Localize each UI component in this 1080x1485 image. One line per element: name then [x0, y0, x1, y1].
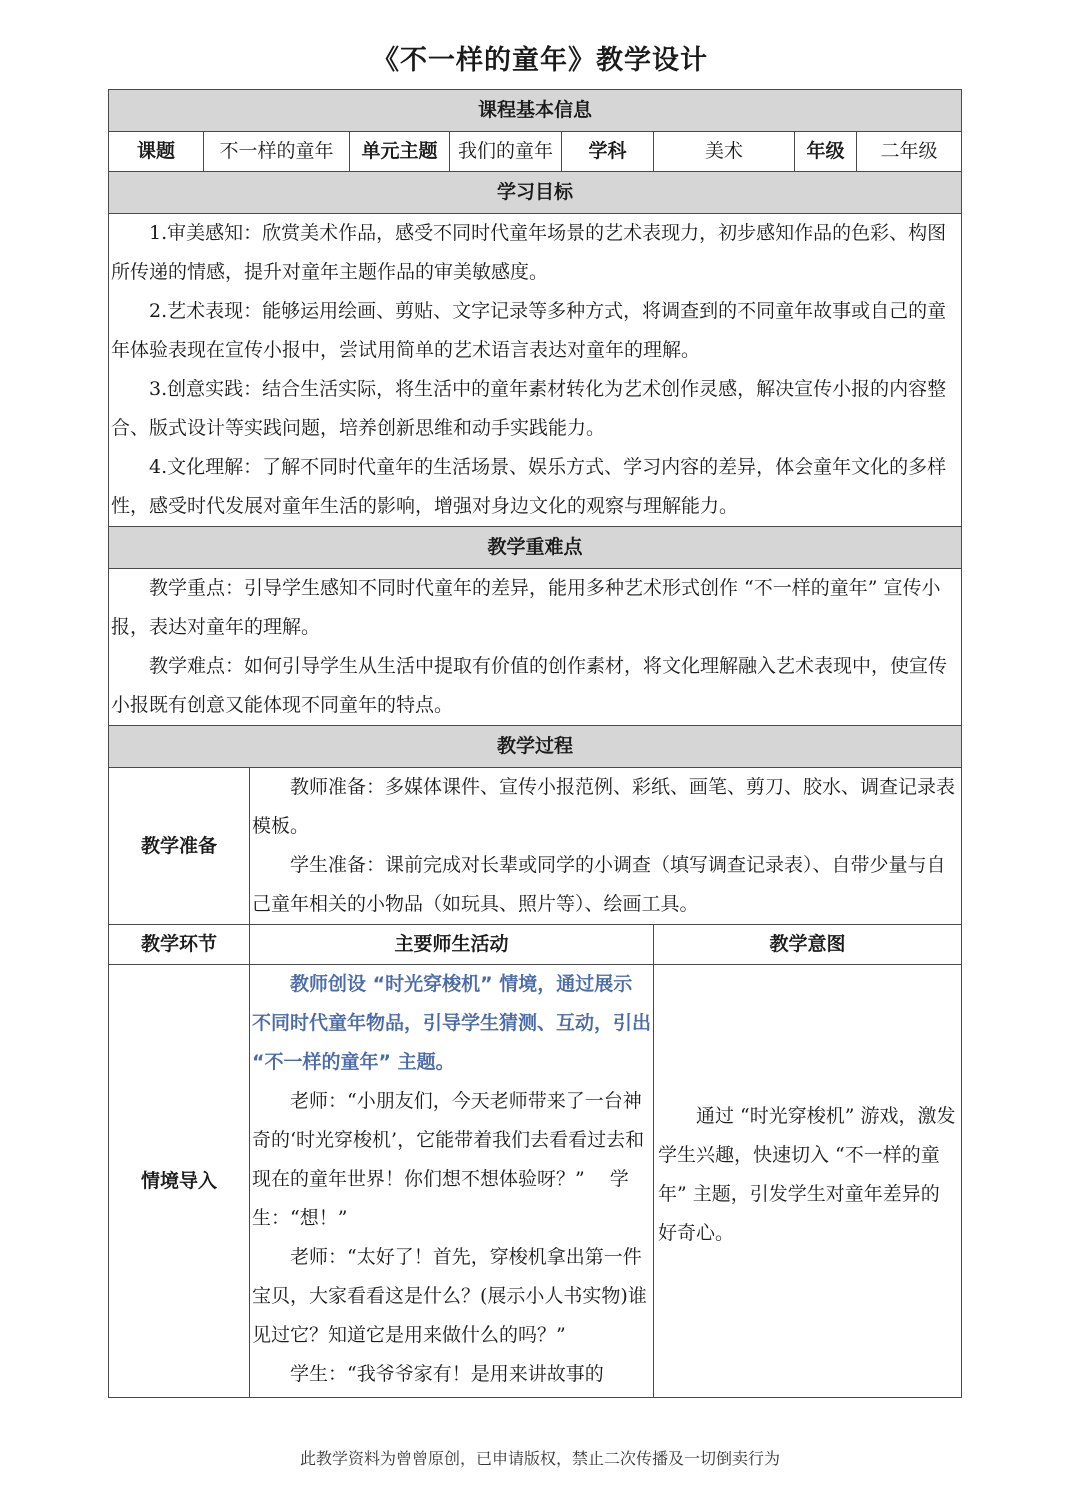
- teacher-prep: 教师准备：多媒体课件、宣传小报范例、彩纸、画笔、剪刀、胶水、调查记录表模板。: [252, 776, 956, 837]
- unit-value: 我们的童年: [450, 132, 562, 172]
- activity-column-header: 主要师生活动: [250, 925, 654, 965]
- dialogue-line: 老师：“小朋友们，今天老师带来了一台神奇的‘时光穿梭机’，它能带着我们去看看过去和现在的童年世界！你们想不想体验呀？” 学生：“想！”: [252, 1090, 645, 1229]
- activity-cell: [250, 965, 654, 1398]
- goals-header: 学习目标: [109, 172, 962, 214]
- grade-label: 年级: [795, 132, 857, 172]
- stage-column-header: 教学环节: [109, 925, 250, 965]
- key-points-header: 教学重难点: [109, 527, 962, 569]
- teaching-focus: 教学重点：引导学生感知不同时代童年的差异，能用多种艺术形式创作 “不一样的童年” 宣传小报，表达对童年的理解。: [111, 577, 941, 638]
- teaching-difficulty: 教学难点：如何引导学生从生活中提取有价值的创作素材，将文化理解融入艺术表现中，使宣传小报既有创意又能体现不同童年的特点。: [111, 655, 948, 716]
- prep-label: 教学准备: [109, 768, 250, 925]
- subject-label: 学科: [562, 132, 654, 172]
- intent-cell: [654, 965, 962, 1398]
- goal-item: 2.艺术表现：能够运用绘画、剪贴、文字记录等多种方式，将调查到的不同童年故事或自己的童年体验表现在宣传小报中，尝试用简单的艺术语言表达对童年的理解。: [111, 300, 947, 361]
- prep-content: [250, 768, 962, 925]
- intent-text: 通过 “时光穿梭机” 游戏，激发学生兴趣，快速切入 “不一样的童年” 主题，引发学生对童年差异的好奇心。: [658, 1105, 956, 1244]
- activity-content: [250, 965, 653, 1397]
- student-prep: 学生准备：课前完成对长辈或同学的小调查（填写调查记录表）、自带少量与自己童年相关的小物品（如玩具、照片等）、绘画工具。: [252, 854, 946, 915]
- goals-content: [109, 214, 962, 527]
- stage-name: 情境导入: [109, 965, 250, 1398]
- lesson-plan-table: [108, 89, 962, 1398]
- dialogue-line: 老师：“太好了！首先，穿梭机拿出第一件宝贝，大家看看这是什么？(展示小人书实物)谁见过它？知道它是用来做什么的吗？”: [252, 1246, 647, 1346]
- activity-lead: 教师创设 “时光穿梭机” 情境，通过展示不同时代童年物品，引导学生猜测、互动，引出 “不一样的童年” 主题。: [252, 973, 652, 1073]
- goal-item: 4.文化理解：了解不同时代童年的生活场景、娱乐方式、学习内容的差异，体会童年文化的多样性，感受时代发展对童年生活的影响，增强对身边文化的观察与理解能力。: [111, 456, 947, 517]
- basic-info-header: 课程基本信息: [109, 90, 962, 132]
- key-points-content: [109, 569, 962, 726]
- goal-item: 3.创意实践：结合生活实际，将生活中的童年素材转化为艺术创作灵感，解决宣传小报的内容整合、版式设计等实践问题，培养创新思维和动手实践能力。: [111, 378, 947, 439]
- process-header: 教学过程: [109, 726, 962, 768]
- grade-value: 二年级: [857, 132, 962, 172]
- document-title: 《不一样的童年》教学设计: [372, 45, 708, 76]
- subject-value: 美术: [654, 132, 795, 172]
- unit-label: 单元主题: [350, 132, 450, 172]
- dialogue-line: 学生：“我爷爷家有！是用来讲故事的: [290, 1363, 604, 1385]
- goal-item: 1.审美感知：欣赏美术作品，感受不同时代童年场景的艺术表现力，初步感知作品的色彩、构图所传递的情感，提升对童年主题作品的审美敏感度。: [111, 222, 947, 283]
- topic-label: 课题: [109, 132, 204, 172]
- copyright-footer: 此教学资料为曾曾原创，已申请版权，禁止二次传播及一切倒卖行为: [299, 1449, 780, 1468]
- basic-info-row: [109, 132, 962, 172]
- intent-column-header: 教学意图: [654, 925, 962, 965]
- topic-value: 不一样的童年: [204, 132, 350, 172]
